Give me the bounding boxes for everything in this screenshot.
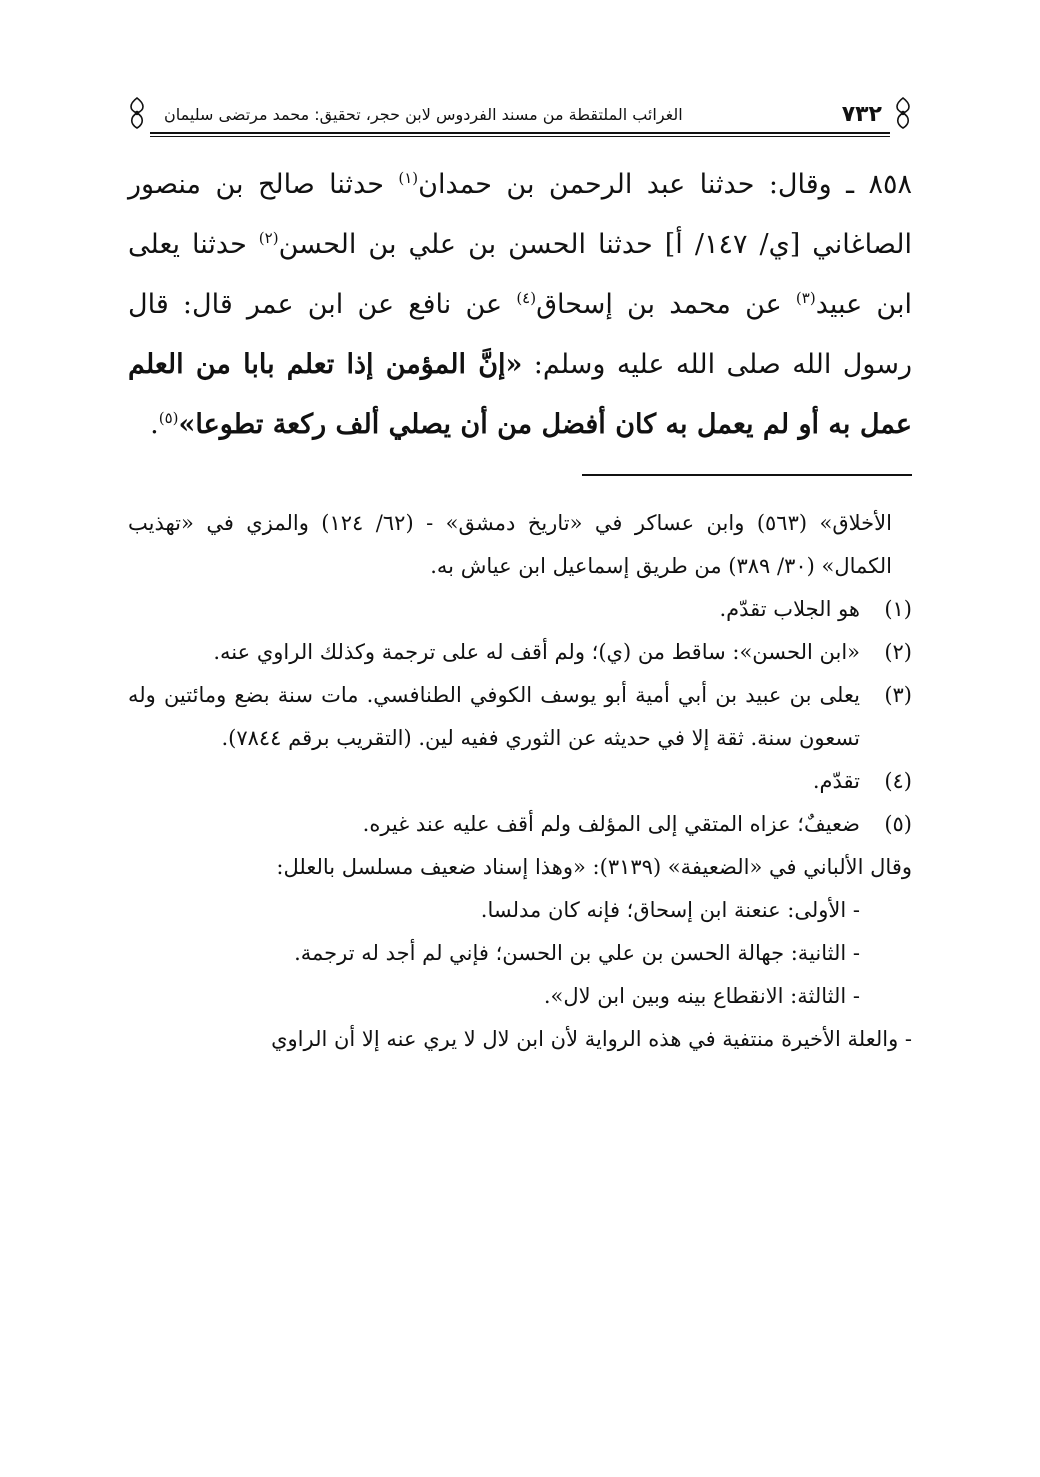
footnote-ref[interactable]: (١) xyxy=(398,169,419,187)
main-text xyxy=(128,155,912,455)
footnote-separator xyxy=(582,474,912,476)
hadith-intro: ٨٥٨ ـ وقال: حدثنا عبد الرحمن بن حمدان xyxy=(418,169,913,200)
footnotes xyxy=(128,502,912,1061)
ornament-icon xyxy=(890,96,916,130)
albani-quote: وقال الألباني في «الضعيفة» (٣١٣٩): «وهذا إسناد ضعيف مسلسل بالعلل: xyxy=(276,855,912,879)
footnote-item xyxy=(128,631,912,674)
footnote-continuation: الأخلاق» (٥٦٣) وابن عساكر في «تاريخ دمشق» - (٦٢/ ١٢٤) والمزي في «تهذيب الكمال» (٣٠/ ٣٨٩) من طريق إسماعيل ابن عياش به. xyxy=(128,511,892,578)
hadith-chain: حدثنا يعلى ابن عبيد xyxy=(128,229,913,320)
footnote-text: هو الجلاب تقدّم. xyxy=(719,597,860,621)
footnote-item xyxy=(128,760,912,803)
hadith-chain: عن نافع عن ابن عمر قال: قال رسول الله صلى الله عليه وسلم: xyxy=(128,289,912,380)
footnote-item xyxy=(128,674,912,760)
footnote-text: ضعيفٌ؛ عزاه المتقي إلى المؤلف ولم أقف عليه عند غيره. xyxy=(362,812,860,836)
footnote-number: (١) xyxy=(884,597,912,621)
header-rule-thin xyxy=(150,136,890,137)
illness-item: - الأولى: عنعنة ابن إسحاق؛ فإنه كان مدلسا. xyxy=(480,898,860,922)
hadith-text: «إنَّ المؤمن إذا تعلم بابا من العلم عمل به أو لم يعمل به كان أفضل من أن يصلي ألف ركعة تطوعا» xyxy=(128,349,912,440)
footnote-text: تقدّم. xyxy=(812,769,860,793)
footnote-number: (٥) xyxy=(884,812,912,836)
hadith-chain: عن محمد بن إسحاق xyxy=(536,289,796,320)
header-rule xyxy=(150,132,890,134)
running-title: الغرائب الملتقطة من مسند الفردوس لابن حجر، تحقيق: محمد مرتضى سليمان xyxy=(164,105,683,124)
illness-item: - الثالثة: الانقطاع بينه وبين ابن لال». xyxy=(543,984,860,1008)
footnote-number: (٢) xyxy=(884,640,912,664)
final-remark: - والعلة الأخيرة منتفية في هذه الرواية لأن ابن لال لا يري عنه إلا أن الراوي xyxy=(271,1027,912,1051)
page-number: ٧٣٢ xyxy=(841,102,882,127)
footnote-ref[interactable]: (٢) xyxy=(258,229,279,247)
footnote-text: «ابن الحسن»: ساقط من (ي)؛ ولم أقف له على ترجمة وكذلك الراوي عنه. xyxy=(213,640,860,664)
footnote-ref[interactable]: (٥) xyxy=(158,409,179,427)
footnote-ref[interactable]: (٤) xyxy=(516,289,537,307)
hadith-chain: حدثنا صالح بن منصور الصاغاني [ي/ ١٤٧/ أ] حدثنا الحسن بن علي بن الحسن xyxy=(128,169,913,260)
footnote-text: يعلى بن عبيد بن أبي أمية أبو يوسف الكوفي الطنافسي. مات سنة بضع ومائتين وله تسعون سنة. ثقة إلا في حديثه عن الثوري ففيه لين. (التقريب برقم ٧٨٤٤). xyxy=(128,683,860,750)
footnote-number: (٣) xyxy=(884,683,912,707)
illness-item: - الثانية: جهالة الحسن بن علي بن الحسن؛ فإني لم أجد له ترجمة. xyxy=(294,941,860,965)
footnote-item xyxy=(128,803,912,846)
hadith-paragraph xyxy=(128,155,912,455)
footnote-ref[interactable]: (٣) xyxy=(795,289,816,307)
hadith-end: . xyxy=(150,409,159,440)
footnote-item xyxy=(128,588,912,631)
running-header xyxy=(128,96,912,136)
footnote-number: (٤) xyxy=(884,769,912,793)
ornament-icon xyxy=(124,96,150,130)
